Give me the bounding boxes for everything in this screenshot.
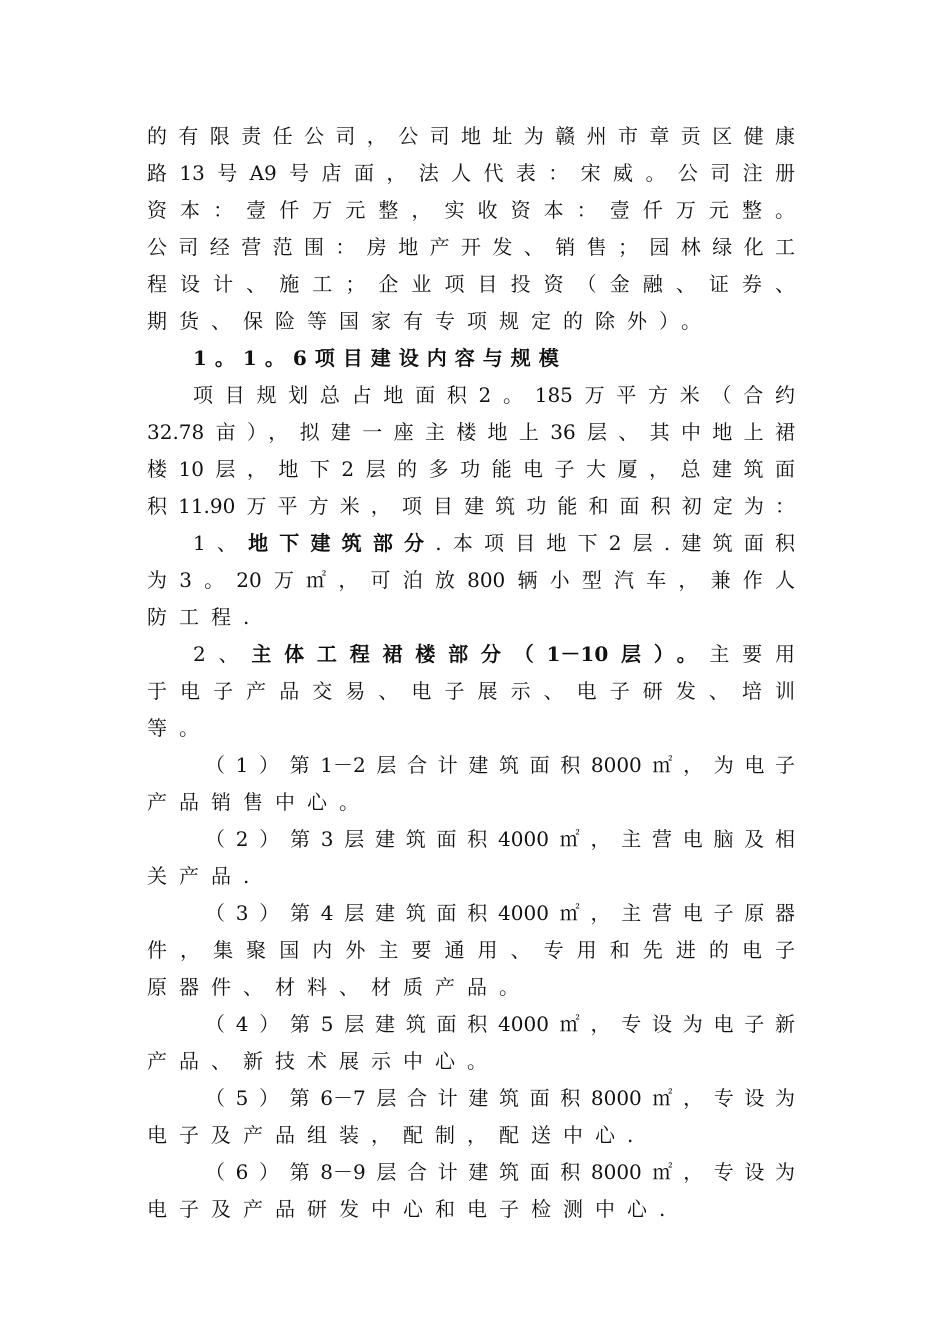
sub-item-2-line-1: （2）第3层建筑面积4000㎡，主营电脑及相 (205, 827, 795, 851)
item2-prefix: 2、 (193, 642, 252, 666)
sub-item-5-line-2: 电子及产品组装，配制，配送中心. (147, 1123, 646, 1147)
sub-item-2-line-2: 关产品. (147, 864, 262, 888)
company-line-3: 资本：壹仟万元整，实收资本：壹仟万元整。 (147, 198, 795, 222)
sub-item-1-line-2: 产品销售中心。 (147, 790, 371, 814)
sub-item-6-line-1: （6）第8－9层合计建筑面积8000㎡，专设为 (205, 1160, 795, 1184)
company-line-5: 程设计、施工；企业项目投资（金融、证券、 (147, 272, 795, 296)
item2-line-2: 于电子产品交易、电子展示、电子研发、培训 (147, 679, 795, 703)
item1-prefix: 1、 (193, 531, 249, 555)
item2-line-3: 等。 (147, 716, 211, 740)
item2-rest: 主要用 (709, 642, 796, 666)
sub-item-6-line-2: 电子及产品研发中心和电子检测中心. (147, 1197, 678, 1221)
company-line-4: 公司经营范围：房地产开发、销售；园林绿化工 (147, 235, 795, 259)
sub-item-4-line-2: 产品、新技术展示中心。 (147, 1049, 499, 1073)
item2-line-1 (193, 636, 795, 672)
sub-item-3-line-1: （3）第4层建筑面积4000㎡，主营电子原器 (205, 901, 795, 925)
item1-rest: .本项目地下2层.建筑面积 (435, 531, 795, 555)
section-heading: 1。1。6项目建设内容与规模 (193, 346, 567, 370)
scale-line-1: 项目规划总占地面积2。185万平方米（合约 (193, 383, 795, 407)
sub-item-3-line-2: 件，集聚国内外主要通用、专用和先进的电子 (147, 938, 795, 962)
item1-line-2: 为3。20万㎡，可泊放800辆小型汽车，兼作人 (147, 568, 795, 592)
item2-bold-title: 主体工程裙楼部分（1－10层）。 (251, 642, 710, 666)
company-line-2: 路13号A9号店面，法人代表：宋威。公司注册 (147, 161, 795, 185)
sub-item-5-line-1: （5）第6－7层合计建筑面积8000㎡，专设为 (205, 1086, 795, 1110)
item1-line-1 (193, 525, 795, 561)
scale-line-2: 32.78亩），拟建一座主楼地上36层、其中地上裙 (147, 420, 795, 444)
sub-item-1-line-1: （1）第1－2层合计建筑面积8000㎡，为电子 (205, 753, 795, 777)
company-line-6: 期货、保险等国家有专项规定的除外）。 (147, 309, 713, 333)
sub-item-4-line-1: （4）第5层建筑面积4000㎡，专设为电子新 (205, 1012, 795, 1036)
scale-line-4: 积11.90万平方米，项目建筑功能和面积初定为： (147, 494, 795, 518)
item1-bold-title: 地下建筑部分 (248, 531, 436, 555)
scale-line-3: 楼10层，地下2层的多功能电子大厦，总建筑面 (147, 457, 795, 481)
company-line-1: 的有限责任公司，公司地址为赣州市章贡区健康 (147, 124, 795, 148)
item1-line-3: 防工程. (147, 605, 262, 629)
sub-item-3-line-3: 原器件、材料、材质产品。 (147, 975, 531, 999)
